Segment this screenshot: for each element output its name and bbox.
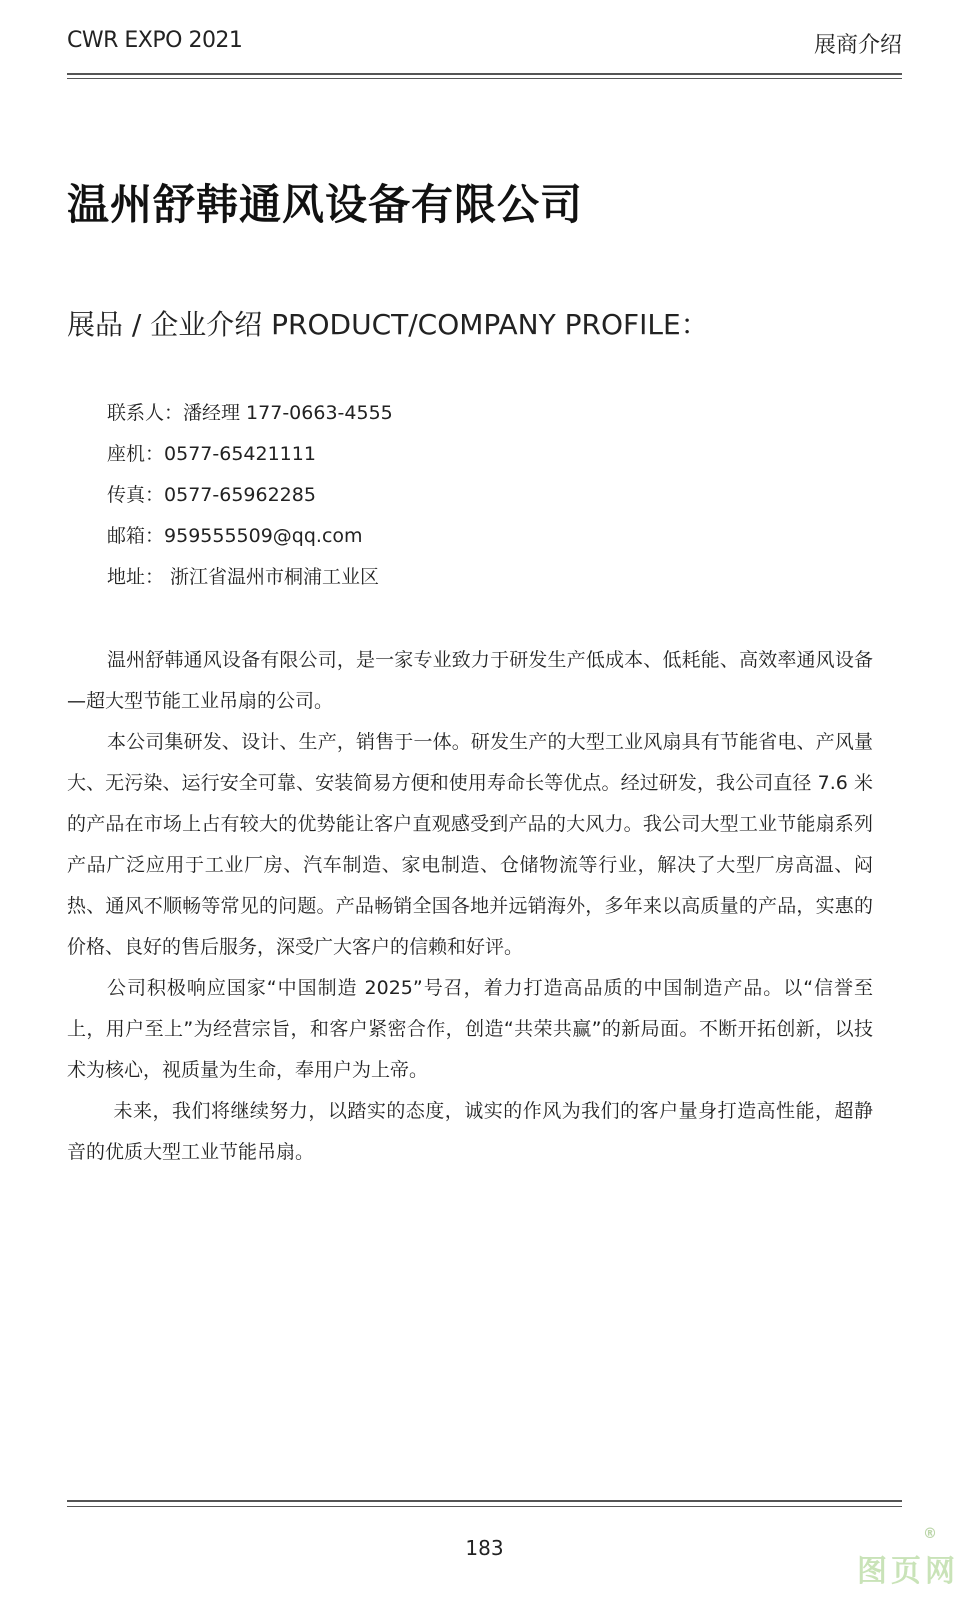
registered-mark: ® — [923, 1526, 937, 1542]
watermark-text: 图页网 — [857, 1554, 959, 1589]
contact-label: 邮箱： — [107, 525, 165, 547]
contact-list — [107, 398, 393, 603]
contact-label: 传真： — [107, 484, 165, 506]
header-rule-bottom — [67, 78, 902, 79]
profile-heading: 展品 / 企业介绍 PRODUCT/COMPANY PROFILE： — [67, 308, 709, 341]
contact-address — [107, 562, 393, 603]
contact-fax — [107, 480, 393, 521]
header-rule-top — [67, 73, 902, 75]
footer-rule-top — [67, 1500, 902, 1502]
contact-label: 地址： — [107, 566, 165, 588]
contact-value: 0577-65421111 — [164, 443, 316, 465]
contact-value: 959555509@qq.com — [164, 525, 363, 547]
page-header — [67, 28, 902, 58]
contact-label: 座机： — [107, 443, 165, 465]
paragraph: 温州舒韩通风设备有限公司，是一家专业致力于研发生产低成本、低耗能、高效率通风设备—超大型节能工业吊扇的公司。 — [67, 649, 873, 712]
paragraph: 本公司集研发、设计、生产，销售于一体。研发生产的大型工业风扇具有节能省电、产风量大、无污染、运行安全可靠、安装简易方便和使用寿命长等优点。经过研发，我公司直径 7.6 米的产品在市场上占有较大的优势能让客户直观感受到产品的大风力。我公司大型工业节能扇系列产品广泛应用于工业厂房、汽车制造、家电制造、仓储物流等行业，解决了大型厂房高温、闷热、通风不顺畅等常见的问题。产品畅销全国各地并远销海外，多年来以高质量的产品，实惠的价格、良好的售后服务，深受广大客户的信赖和好评。 — [67, 731, 873, 958]
expo-title: CWR EXPO 2021 — [67, 28, 243, 53]
contact-phone — [107, 439, 393, 480]
footer-rule-bottom — [67, 1506, 902, 1507]
paragraph: 未来，我们将继续努力，以踏实的态度，诚实的作风为我们的客户量身打造高性能，超静音的优质大型工业节能吊扇。 — [67, 1100, 873, 1163]
company-name: 温州舒韩通风设备有限公司 — [67, 180, 584, 229]
section-title: 展商介绍 — [813, 33, 902, 58]
contact-label: 联系人： — [107, 402, 184, 424]
contact-person — [107, 398, 393, 439]
company-description — [67, 640, 873, 1173]
contact-value: 浙江省温州市桐浦工业区 — [164, 566, 380, 588]
page-number: 183 — [465, 1536, 504, 1560]
watermark-logo — [857, 1526, 959, 1590]
contact-email — [107, 521, 393, 562]
contact-value: 0577-65962285 — [164, 484, 316, 506]
paragraph: 公司积极响应国家“中国制造 2025”号召，着力打造高品质的中国制造产品。以“信誉至上，用户至上”为经营宗旨，和客户紧密合作，创造“共荣共赢”的新局面。不断开拓创新，以技术为核心，视质量为生命，奉用户为上帝。 — [67, 977, 873, 1081]
contact-value: 潘经理 177-0663-4555 — [183, 402, 393, 424]
